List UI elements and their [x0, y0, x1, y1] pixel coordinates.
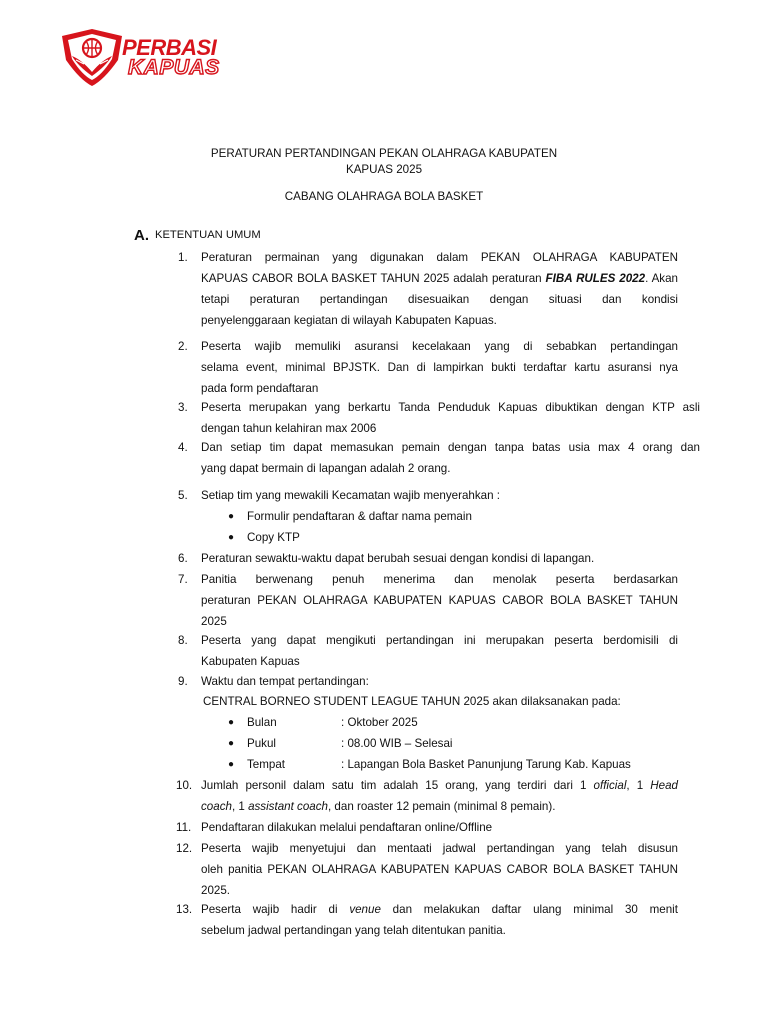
item-paragraph [201, 630, 678, 672]
item-paragraph [201, 247, 678, 331]
item-number: 6. [178, 552, 188, 565]
paragraph-line: Peserta merupakan yang berkartu Tanda Penduduk Kapuas dibuktikan dengan KTP asli [201, 401, 700, 414]
section-heading: KETENTUAN UMUM [155, 229, 261, 241]
paragraph-line: Peraturan sewaktu-waktu dapat berubah sesuai dengan kondisi di lapangan. [201, 552, 595, 565]
text-span: , 1 [626, 779, 651, 792]
document-title-line-1: PERATURAN PERTANDINGAN PEKAN OLAHRAGA KABUPATEN [210, 147, 558, 160]
paragraph-line: 2025 [201, 615, 227, 628]
item-number: 13. [176, 903, 193, 916]
item-number: 2. [178, 340, 188, 353]
bullet-text: Formulir pendaftaran & daftar nama pemain [247, 510, 472, 523]
paragraph-line: oleh panitia PEKAN OLAHRAGA KABUPATEN KAPUAS CABOR BOLA BASKET TAHUN [201, 863, 678, 876]
item-paragraph [201, 838, 678, 901]
item-number: 5. [178, 489, 188, 502]
item-number: 10. [176, 779, 193, 792]
item-paragraph [201, 437, 700, 479]
text-span: Peserta wajib hadir di [201, 903, 350, 916]
item-number: 11. [176, 821, 192, 834]
paragraph-line: Peraturan permainan yang digunakan dalam PEKAN OLAHRAGA KABUPATEN [201, 251, 678, 264]
bullet-icon: ● [228, 717, 235, 728]
paragraph-line: yang dapat bermain di lapangan adalah 2 orang. [201, 462, 451, 475]
item-number: 4. [178, 441, 188, 454]
schedule-label-pukul: Pukul [247, 737, 277, 750]
paragraph-line: pada form pendaftaran [201, 382, 319, 395]
item-paragraph [201, 775, 678, 817]
item-number: 7. [178, 573, 188, 586]
paragraph-line: Peserta wajib menyetujui dan mentaati jadwal pertandingan yang telah disusun [201, 842, 678, 855]
paragraph-line: Peserta wajib memuliki asuransi kecelakaan yang di sebabkan pertandingan [201, 340, 678, 353]
schedule-value-tempat: : Lapangan Bola Basket Panunjung Tarung Kab. Kapuas [341, 758, 631, 771]
text-span: , dan roaster 12 pemain (minimal 8 pemain). [327, 800, 556, 813]
bullet-icon: ● [228, 511, 235, 522]
italic-text: venue [349, 903, 381, 916]
text-span: Jumlah personil dalam satu tim adalah 15 orang, yang terdiri dari 1 [201, 779, 594, 792]
paragraph-line [201, 899, 678, 920]
paragraph-line: Dan setiap tim dapat memasukan pemain dengan tanpa batas usia max 4 orang dan [201, 441, 700, 454]
item-number: 12. [176, 842, 193, 855]
text-span: . Akan [645, 272, 679, 285]
schedule-label-bulan: Bulan [247, 716, 277, 729]
document-subtitle: CABANG OLAHRAGA BOLA BASKET [284, 190, 484, 203]
paragraph-line [201, 775, 678, 796]
paragraph-line: dengan tahun kelahiran max 2006 [201, 422, 377, 435]
bullet-text: Copy KTP [247, 531, 300, 544]
schedule-value-bulan: : Oktober 2025 [341, 716, 418, 729]
paragraph-line [201, 796, 678, 817]
schedule-value-pukul: : 08.00 WIB – Selesai [341, 737, 453, 750]
paragraph-line: CENTRAL BORNEO STUDENT LEAGUE TAHUN 2025 akan dilaksanakan pada: [203, 695, 621, 708]
item-number: 9. [178, 675, 188, 688]
italic-text: official [593, 779, 627, 792]
item-number: 1. [178, 251, 188, 264]
section-letter: A. [134, 227, 149, 244]
paragraph-line: Waktu dan tempat pertandingan: [201, 675, 369, 688]
paragraph-line: selama event, minimal BPJSTK. Dan di lampirkan bukti terdaftar kartu asuransi nya [201, 361, 678, 374]
paragraph-line: peraturan PEKAN OLAHRAGA KABUPATEN KAPUAS CABOR BOLA BASKET TAHUN [201, 594, 678, 607]
italic-text: coach [201, 800, 232, 813]
item-paragraph [201, 899, 678, 941]
bullet-icon: ● [228, 759, 235, 770]
item-paragraph [201, 569, 678, 632]
fiba-rules-text: FIBA RULES 2022 [545, 272, 646, 285]
paragraph-line: sebelum jadwal pertandingan yang telah ditentukan panitia. [201, 924, 506, 937]
paragraph-line: Pendaftaran dilakukan melalui pendaftaran online/Offline [201, 821, 493, 834]
logo-text-perbasi: PERBASI [122, 35, 217, 60]
paragraph-line: penyelenggaraan kegiatan di wilayah Kabupaten Kapuas. [201, 314, 497, 327]
logo-text-kapuas: KAPUAS [128, 56, 220, 79]
text-span: , 1 [231, 800, 249, 813]
paragraph-line: Peserta yang dapat mengikuti pertandingan ini merupakan peserta berdomisili di [201, 634, 678, 647]
italic-text: Head [650, 779, 678, 792]
item-number: 3. [178, 401, 188, 414]
paragraph-line: Panitia berwenang penuh menerima dan menolak peserta berdasarkan [201, 573, 678, 586]
item-number: 8. [178, 634, 188, 647]
item-paragraph [201, 397, 700, 439]
paragraph-line: 2025. [201, 884, 231, 897]
italic-text: assistant coach [248, 800, 328, 813]
bullet-icon: ● [228, 738, 235, 749]
paragraph-line [201, 268, 678, 289]
document-title-line-2: KAPUAS 2025 [345, 163, 423, 176]
bullet-icon: ● [228, 532, 235, 543]
paragraph-line: tetapi peraturan pertandingan disesuaikan dengan situasi dan kondisi [201, 293, 678, 306]
paragraph-line: Kabupaten Kapuas [201, 655, 300, 668]
schedule-label-tempat: Tempat [247, 758, 286, 771]
text-span: KAPUAS CABOR BOLA BASKET TAHUN 2025 adalah peraturan [201, 272, 546, 285]
paragraph-line: Setiap tim yang mewakili Kecamatan wajib menyerahkan : [201, 489, 501, 502]
item-paragraph [201, 336, 678, 399]
text-span: dan melakukan daftar ulang minimal 30 menit [380, 903, 678, 916]
